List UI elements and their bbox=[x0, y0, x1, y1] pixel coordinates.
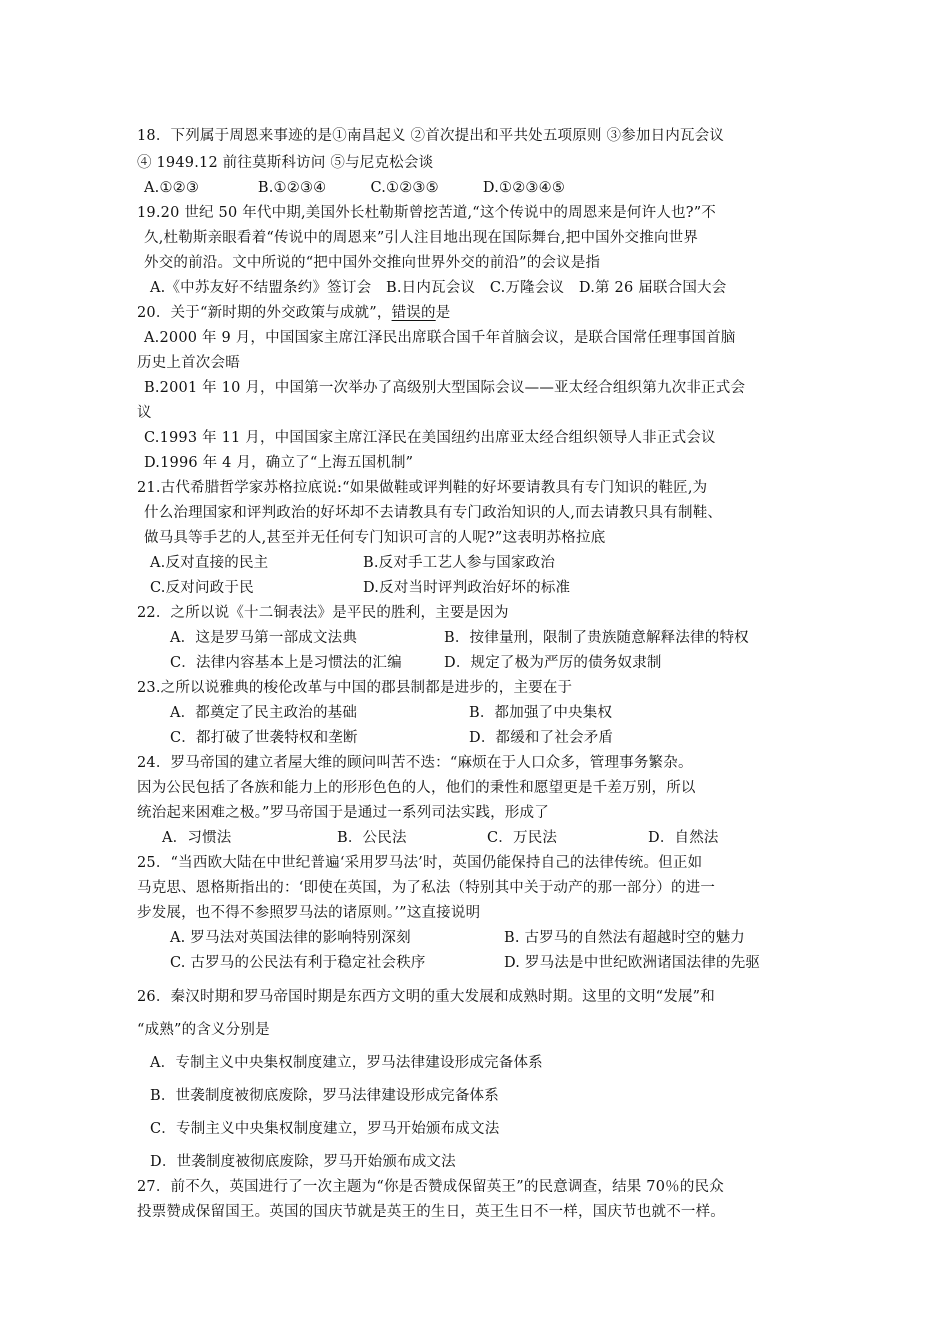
q24-option-b: B．公民法 bbox=[337, 830, 407, 846]
q20-stem: 20．关于“新时期的外交政策与成就”，错误的是 bbox=[137, 305, 451, 321]
q21-option-b: B.反对手工艺人参与国家政治 bbox=[363, 555, 556, 571]
q20-option-b: B.2001 年 10 月，中国第一次举办了高级别大型国际会议——亚太经合组织第九次非正式会 bbox=[144, 380, 746, 396]
q20-option-a-cont: 历史上首次会晤 bbox=[137, 355, 240, 371]
q18-stem-cont: ④ 1949.12 前往莫斯科访问 ⑤与尼克松会谈 bbox=[137, 155, 434, 171]
q24-stem: 24．罗马帝国的建立者屋大维的顾问叫苦不迭：“麻烦在于人口众多，管理事务繁杂。 bbox=[137, 755, 693, 771]
q23-stem: 23.之所以说雅典的梭伦改革与中国的郡县制都是进步的，主要在于 bbox=[137, 680, 573, 696]
q21-stem-cont: 什么治理国家和评判政治的好坏却不去请教具有专门政治知识的人,而去请教只具有制鞋、 bbox=[144, 505, 723, 521]
q19-stem-cont: 外交的前沿。文中所说的“把中国外交推向世界外交的前沿”的会议是指 bbox=[144, 255, 601, 271]
q25-stem-cont: 步发展，也不得不参照罗马法的诸原则。’”这直接说明 bbox=[137, 905, 481, 921]
q26-option-d: D．世袭制度被彻底废除，罗马开始颁布成文法 bbox=[150, 1154, 456, 1170]
q25-option-b: B. 古罗马的自然法有超越时空的魅力 bbox=[504, 930, 745, 946]
q26-option-b: B．世袭制度被彻底废除，罗马法律建设形成完备体系 bbox=[150, 1088, 499, 1104]
q22-stem: 22．之所以说《十二铜表法》是平民的胜利，主要是因为 bbox=[137, 605, 509, 621]
q25-option-c: C. 古罗马的公民法有利于稳定社会秩序 bbox=[170, 955, 426, 971]
q21-stem: 21.古代希腊哲学家苏格拉底说:“如果做鞋或评判鞋的好坏要请教具有专门知识的鞋匠,为 bbox=[137, 480, 708, 496]
q20-option-c: C.1993 年 11 月，中国国家主席江泽民在美国纽约出席亚太经合组织领导人非正式会议 bbox=[144, 430, 716, 446]
q23-option-d: D．都缓和了社会矛盾 bbox=[469, 730, 614, 746]
q21-option-d: D.反对当时评判政治好坏的标准 bbox=[363, 580, 571, 596]
q19-stem-cont: 久,杜勒斯亲眼看着“传说中的周恩来”引人注目地出现在国际舞台,把中国外交推向世界 bbox=[144, 230, 699, 246]
q23-option-c: C．都打破了世袭特权和垄断 bbox=[170, 730, 358, 746]
q24-option-c: C．万民法 bbox=[487, 830, 558, 846]
q18-options: A.①②③ B.①②③④ C.①②③⑤ D.①②③④⑤ bbox=[144, 180, 566, 196]
q27-stem-cont: 投票赞成保留国王。英国的国庆节就是英王的生日，英王生日不一样，国庆节也就不一样。 bbox=[137, 1204, 725, 1220]
q25-stem-cont: 马克思、恩格斯指出的：‘即使在英国，为了私法（特别其中关于动产的那一部分）的进一 bbox=[137, 880, 716, 896]
q25-stem: 25．“当西欧大陆在中世纪普遍‘采用罗马法’时，英国仍能保持自己的法律传统。但正如 bbox=[137, 855, 703, 871]
q19-stem: 19.20 世纪 50 年代中期,美国外长杜勒斯曾挖苦道,“这个传说中的周恩来是何许人也?”不 bbox=[137, 205, 717, 221]
q24-stem-cont: 统治起来困难之极。”罗马帝国于是通过一系列司法实践，形成了 bbox=[137, 805, 549, 821]
q26-stem-cont: “成熟”的含义分别是 bbox=[137, 1022, 270, 1038]
q19-options: A.《中苏友好不结盟条约》签订会 B.日内瓦会议 C.万隆会议 D.第 26 届联合国大会 bbox=[150, 280, 727, 296]
q24-option-a: A．习惯法 bbox=[162, 830, 232, 846]
q23-option-a: A．都奠定了民主政治的基础 bbox=[170, 705, 358, 721]
q23-option-b: B．都加强了中央集权 bbox=[469, 705, 613, 721]
q21-option-a: A.反对直接的民主 bbox=[150, 555, 269, 571]
q25-option-d: D. 罗马法是中世纪欧洲诸国法律的先驱 bbox=[504, 955, 761, 971]
q22-option-d: D．规定了极为严厉的债务奴隶制 bbox=[444, 655, 662, 671]
q26-stem: 26．秦汉时期和罗马帝国时期是东西方文明的重大发展和成熟时期。这里的文明“发展”和 bbox=[137, 989, 715, 1005]
emphasis-underline: 错误的 bbox=[391, 305, 436, 321]
q20-option-d: D.1996 年 4 月，确立了“上海五国机制” bbox=[144, 455, 414, 471]
q21-stem-cont: 做马具等手艺的人,甚至并无任何专门知识可言的人呢?”这表明苏格拉底 bbox=[144, 530, 606, 546]
q21-option-c: C.反对问政于民 bbox=[150, 580, 254, 596]
q22-option-c: C．法律内容基本上是习惯法的汇编 bbox=[170, 655, 402, 671]
q20-option-a: A.2000 年 9 月，中国国家主席江泽民出席联合国千年首脑会议，是联合国常任理事国首脑 bbox=[144, 330, 736, 346]
q22-option-a: A．这是罗马第一部成文法典 bbox=[170, 630, 358, 646]
q26-option-c: C．专制主义中央集权制度建立，罗马开始颁布成文法 bbox=[150, 1121, 500, 1137]
q26-option-a: A．专制主义中央集权制度建立，罗马法律建设形成完备体系 bbox=[150, 1055, 543, 1071]
q18-stem: 18．下列属于周恩来事迹的是①南昌起义 ②首次提出和平共处五项原则 ③参加日内瓦会议 bbox=[137, 128, 725, 144]
q24-stem-cont: 因为公民包括了各族和能力上的形形色色的人，他们的秉性和愿望更是千差万别，所以 bbox=[137, 780, 696, 796]
q24-option-d: D．自然法 bbox=[648, 830, 719, 846]
q25-option-a: A. 罗马法对英国法律的影响特别深刻 bbox=[170, 930, 411, 946]
q20-option-b-cont: 议 bbox=[137, 405, 152, 421]
q27-stem: 27．前不久，英国进行了一次主题为“你是否赞成保留英王”的民意调查，结果 70％的民众 bbox=[137, 1179, 724, 1195]
q22-option-b: B．按律量刑，限制了贵族随意解释法律的特权 bbox=[444, 630, 749, 646]
